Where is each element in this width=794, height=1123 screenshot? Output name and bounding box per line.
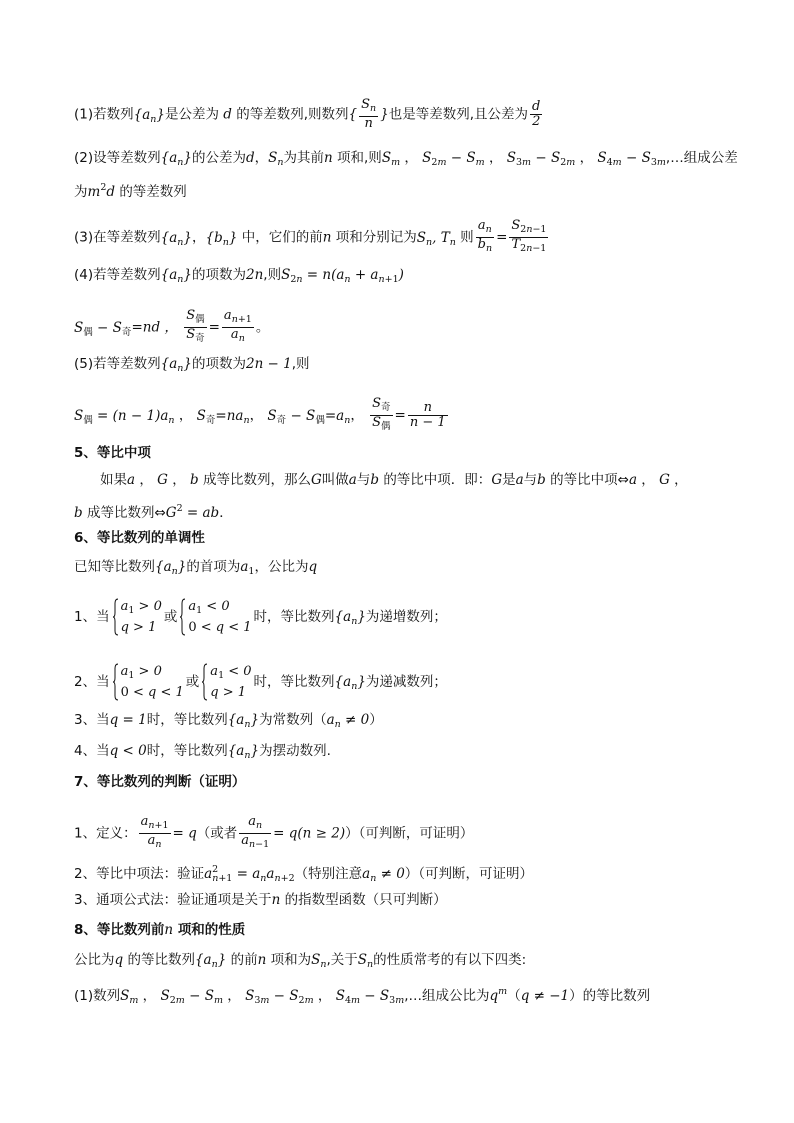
text: ,则 xyxy=(263,267,282,283)
text: 已知等比数列 xyxy=(74,559,155,575)
text: 为摆动数列. xyxy=(259,743,331,759)
section-6-intro: 已知等比数列$\{a_n\}$的首项为$a_1$，公比为q xyxy=(74,559,318,577)
text: 的性质常考的有以下四类: xyxy=(373,952,527,968)
text: ）（可判断，可证明） xyxy=(345,825,474,842)
text: ）（可判断，可证明） xyxy=(404,866,534,882)
text: 为递增数列； xyxy=(365,609,447,625)
text: ,则 xyxy=(291,356,310,372)
text: (1)若数列 xyxy=(74,106,134,123)
section-8-item-1: (1)数列$S_m$ ， $S_{2m} - S_m$ ， $S_{3m} - S_{2m}$ ， $S_{4m}$ − $S_{3m},\dots$组成公比为$q^m(q \ne -1)$的等比数列 xyxy=(74,986,651,1006)
text: 奇 xyxy=(381,402,391,413)
text: ）的等比数列 xyxy=(569,988,651,1004)
text: 或 xyxy=(163,609,178,625)
section-6-item-3: 3、当q = 1时，等比数列$\{a_n\}$为常数列$(a_n \ne 0)$ xyxy=(74,712,383,730)
text: 与 xyxy=(356,472,371,488)
arith-prop-5: (5)若等差数列$\{a_n\}$的项数为2n − 1,则 xyxy=(74,356,310,374)
text: ,关于 xyxy=(326,952,358,968)
text: 叫做 xyxy=(321,472,349,488)
section-6-title: 6、等比数列的单调性 xyxy=(74,530,205,546)
text: 项和,则 xyxy=(337,150,382,166)
arith-prop-4: (4)若等差数列$\{a_n\}$的项数为2n,则$S_{2n} = n(a_n + a_{n+1})$ xyxy=(74,267,404,285)
text: 奇 xyxy=(276,414,287,426)
text: 或 xyxy=(185,674,200,690)
text: 中，它们的前 xyxy=(241,229,323,246)
text: 的前 xyxy=(230,952,258,968)
text: (5)若等差数列 xyxy=(74,356,161,372)
text: 公比为 xyxy=(74,952,115,968)
text: 奇 xyxy=(195,333,205,344)
text: 如果 xyxy=(100,472,127,488)
text: 的项数为 xyxy=(191,356,246,372)
text: 的指数型函数（只可判断） xyxy=(284,892,447,908)
text: 的首项为 xyxy=(186,559,241,575)
text: 是 xyxy=(502,472,516,488)
text: (2)设等差数列 xyxy=(74,150,161,166)
text: ,…组成公差 xyxy=(665,150,738,166)
text: 奇 xyxy=(205,414,216,426)
section-8-title: 8、等比数列前n 项和的性质 xyxy=(74,922,246,938)
text: (4)若等差数列 xyxy=(74,267,161,283)
text: 的等比数列 xyxy=(127,952,195,968)
text: 奇 xyxy=(121,326,132,338)
arith-prop-2-cont: 为$m^2d$ 的等差数列 xyxy=(74,182,187,200)
text: 项和分别记为 xyxy=(335,229,417,246)
text: 偶 xyxy=(83,414,93,426)
text: 的等比中项⇔ xyxy=(550,472,629,488)
text: 2、当 xyxy=(74,674,110,690)
text: 为其前 xyxy=(283,150,325,166)
text: （ xyxy=(507,988,521,1004)
section-6-item-4: 4、当q < 0时，等比数列$\{a_n\}$为摆动数列. xyxy=(74,743,331,761)
text: 偶 xyxy=(195,314,205,325)
text: 项和的性质 xyxy=(177,922,246,938)
arith-prop-3: (3)在等差数列$\{a_n\}$，$\{b_n\}$ 中，它们的前n 项和分别记为$S_n$, $T_n$ 则 $\frac{a_n}{b_n}$ = $\frac{S_{2n-1}}{T_{2n-1}}$ xyxy=(74,218,547,254)
section-7-item-2: 2、等比中项法：验证$a^2_{n+1} = a_na_{n+2}$（特别注意$a_n \ne 0$）（可判断，可证明） xyxy=(74,864,534,884)
text: 的项数为 xyxy=(191,267,246,283)
text: 的公差为 xyxy=(191,150,246,166)
text: 4、当 xyxy=(74,743,110,759)
text: 。 xyxy=(255,319,270,336)
text: 2、等比中项法：验证 xyxy=(74,866,205,882)
text: 与 xyxy=(523,472,538,488)
text: 的等差数列 xyxy=(119,184,187,200)
section-8-intro: 公比为q 的等比数列$\{a_n\}$ 的前n 项和为$S_n$,关于$S_n$的性质常考的有以下四类: xyxy=(74,952,527,970)
text: 时，等比数列 xyxy=(146,712,228,728)
text: 8、等比数列前 xyxy=(74,922,165,938)
section-7-item-1: 1、定义： $\frac{a_{n+1}}{a_n}$ = q（或者 $\frac{a_n}{a_{n-1}}$ = q(n ≥ 2)）（可判断，可证明） xyxy=(74,814,474,850)
text: 也是等差数列,且公差为 xyxy=(388,106,529,123)
text: =nd ， xyxy=(131,319,178,336)
text: 为递减数列； xyxy=(365,674,447,690)
text: 的等差数列,则数列 xyxy=(236,106,349,123)
section-5-title: 5、等比中项 xyxy=(74,445,151,461)
text: 1、定义： xyxy=(74,825,137,842)
text: 1、当 xyxy=(74,609,110,625)
text: 的等比中项．即： xyxy=(383,472,492,488)
text: 3、当 xyxy=(74,712,110,728)
section-5-text: 如果a ， G ， b 成等比数列，那么G叫做a与b 的等比中项．即：G是a与b 的等比中项⇔a ， G ， xyxy=(100,472,688,488)
section-7-title: 7、等比数列的判断（证明） xyxy=(74,774,246,790)
text: 是公差为 xyxy=(164,106,219,123)
arith-prop-4-cont: $S_偶 - S_奇=nd$ ， $\frac{S_偶}{S_奇}$ = $\frac{a_{n+1}}{a_n}$ 。 xyxy=(74,308,270,344)
text: 项和为 xyxy=(270,952,312,968)
text: 为常数列（ xyxy=(259,712,327,728)
text: 偶 xyxy=(381,421,391,432)
text: 偶 xyxy=(83,326,93,338)
text: （特别注意 xyxy=(294,866,363,882)
text: 时，等比数列 xyxy=(253,609,335,625)
arith-prop-5-cont: $S_偶 = (n - 1)a_n$ ， $S_奇=na_n$， $S_奇 - S_偶=a_n$， $\frac{S_奇}{S_偶}$ = $\frac{n}{n - 1}$ xyxy=(74,396,446,432)
section-6-item-1: 1、当 $a_1 > 0$ q > 1 或 $a_1 < 0$ 0 < q < 1 时，等比数列$\{a_n\}$为递增数列； xyxy=(74,599,447,635)
text: (1)数列 xyxy=(74,988,121,1004)
text: 成等比数列，那么 xyxy=(203,472,311,488)
text: 为 xyxy=(74,184,88,200)
section-6-item-2: 2、当 $a_1 > 0$ 0 < q < 1 或 $a_1 < 0$ q > 1 时，等比数列$\{a_n\}$为递减数列； xyxy=(74,664,447,700)
text: 时，等比数列 xyxy=(146,743,228,759)
text: 偶 xyxy=(315,414,325,426)
text: (3)在等差数列 xyxy=(74,229,161,246)
section-5-text-cont: b 成等比数列$\Leftrightarrow G^2$ = ab． xyxy=(74,503,233,521)
text: 3、通项公式法：验证通项是关于 xyxy=(74,892,272,908)
text: 成等比数列⇔ xyxy=(86,505,166,521)
text: ,…组成公比为 xyxy=(404,988,490,1004)
text: ，公比为 xyxy=(254,559,309,575)
text: 则 xyxy=(460,229,474,246)
arith-prop-2: (2)设等差数列$\{a_n\}$的公差为d，$S_n$为其前n 项和,则$S_m$ ， $S_{2m} - S_m$ ， $S_{3m} - S_{2m}$ ， $S_{4m}$ − $S_{3m},\dots$组成公差 xyxy=(74,150,738,168)
text: （或者 xyxy=(196,825,238,842)
text: 时，等比数列 xyxy=(253,674,335,690)
section-7-item-3: 3、通项公式法：验证通项是关于n 的指数型函数（只可判断） xyxy=(74,892,447,908)
arith-prop-1: (1)若数列$\{a_n\}$是公差为 d 的等差数列,则数列{ $\frac{S_n}{n}$ }也是等差数列,且公差为 $\frac{d}{2}$ xyxy=(74,97,541,131)
text: ） xyxy=(369,712,383,728)
